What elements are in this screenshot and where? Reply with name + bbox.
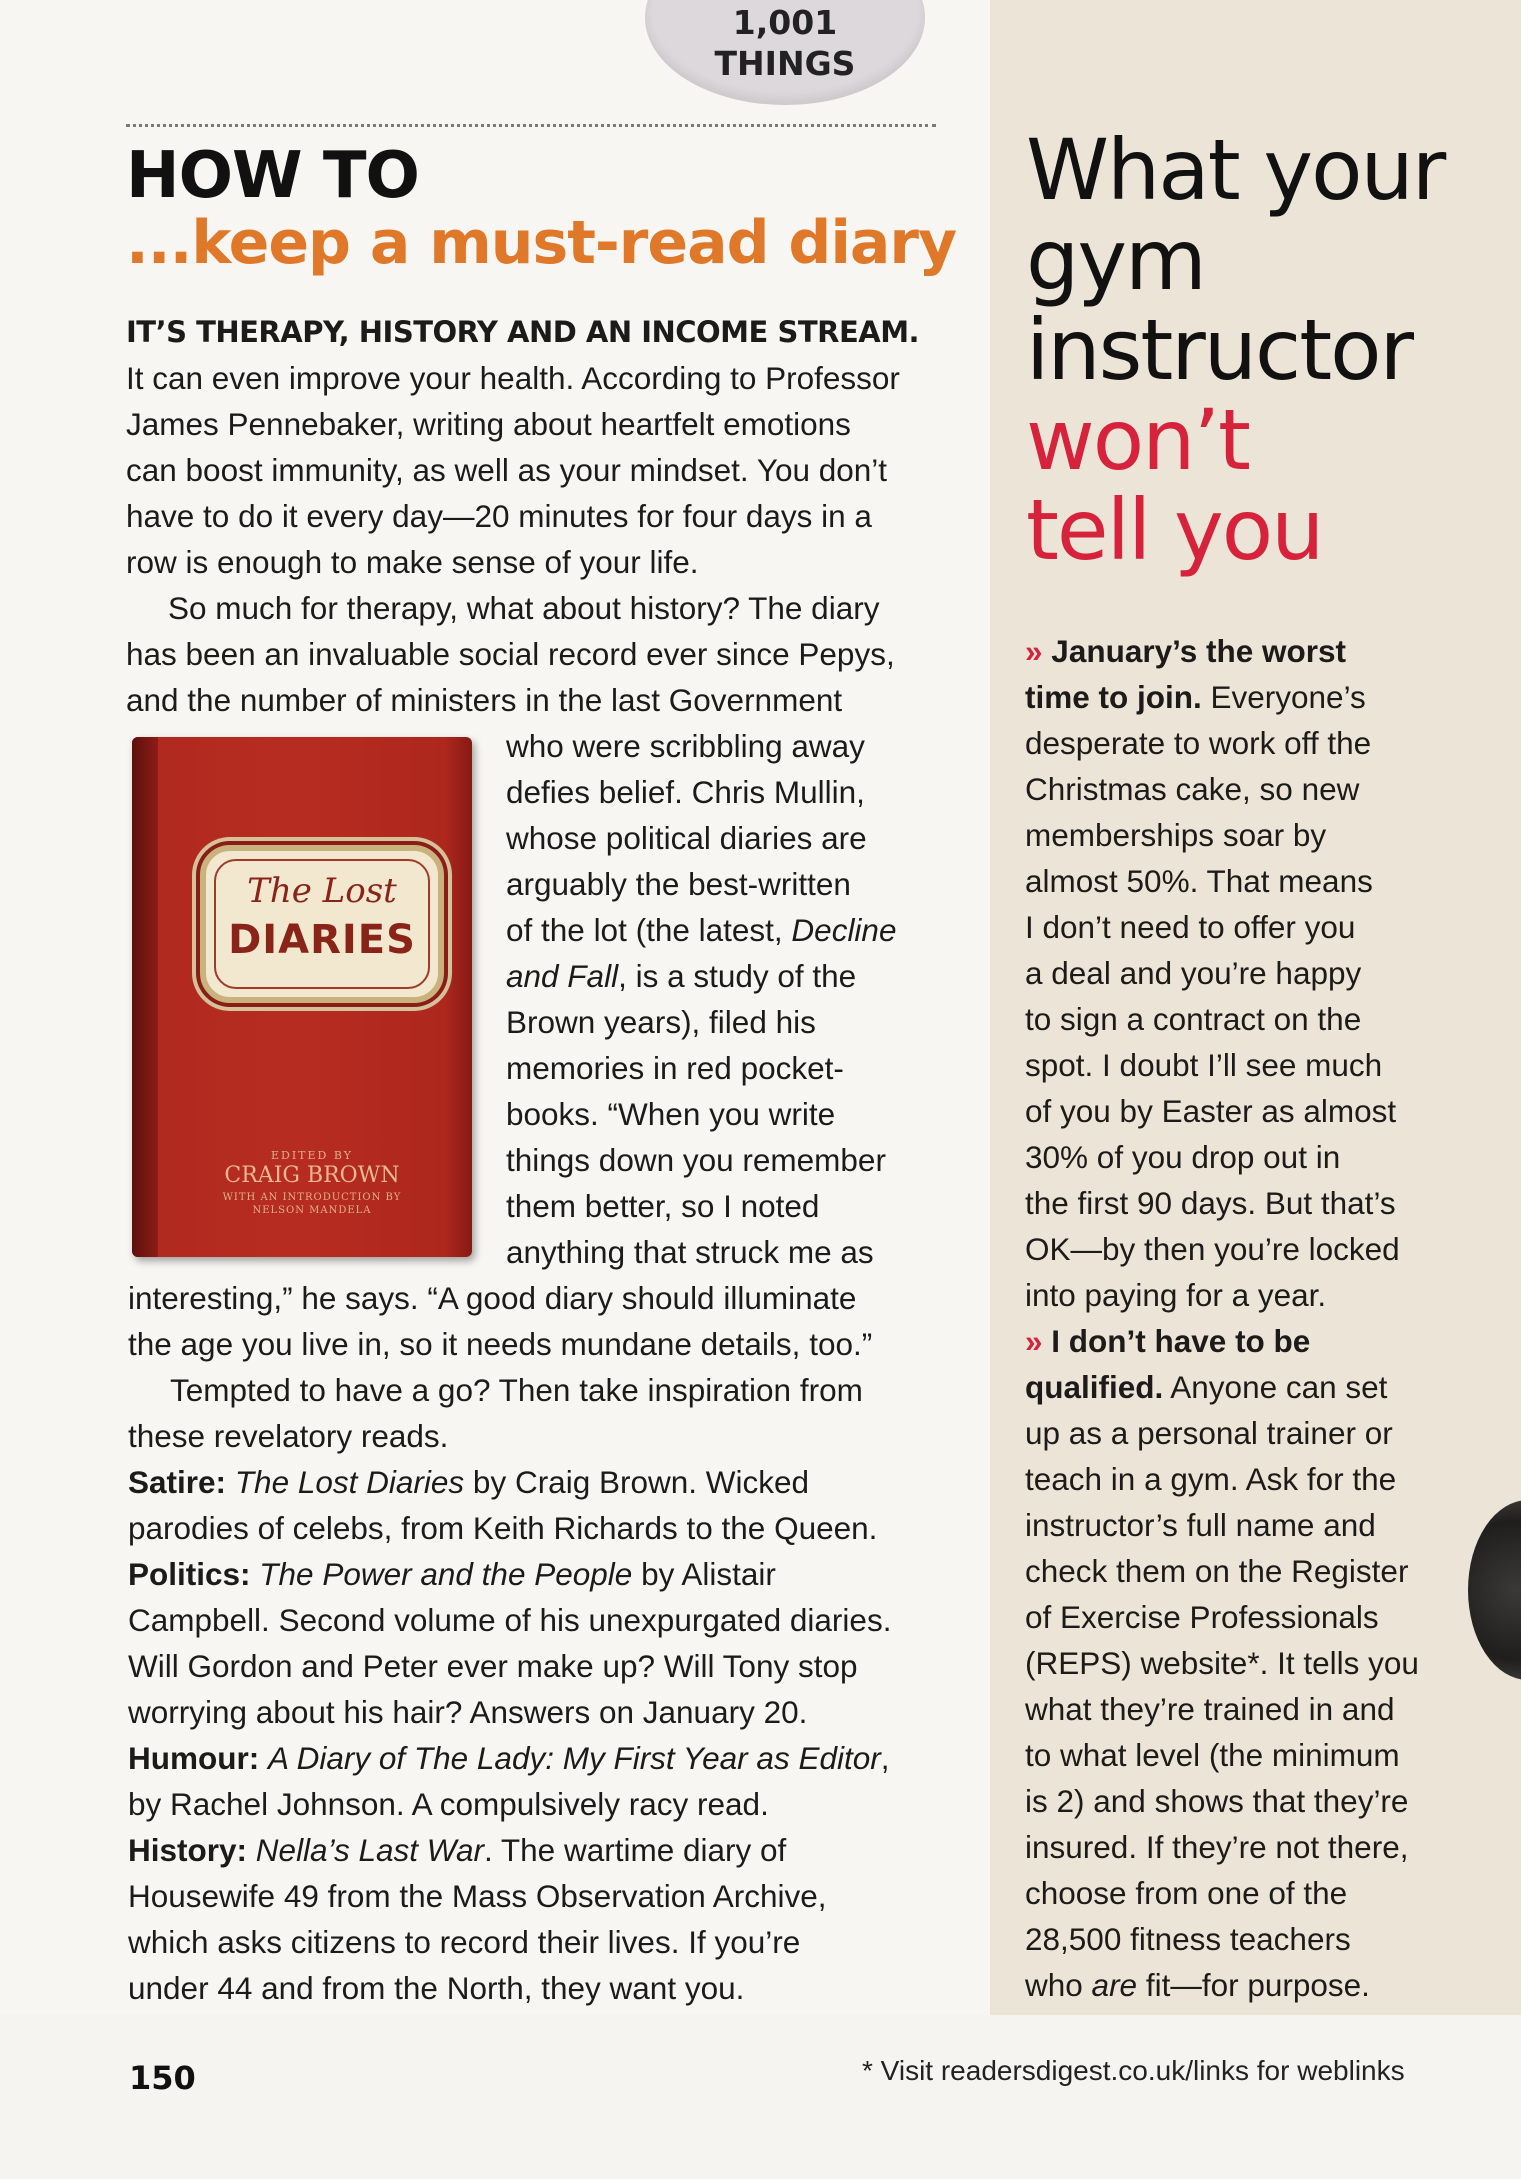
body-line: these revelatory reads. [128, 1418, 449, 1454]
body-line: can boost immunity, as well as your mindset. You don’t [126, 452, 888, 488]
tip-line: up as a personal trainer or [1025, 1415, 1393, 1451]
tip-line: Christmas cake, so new [1025, 771, 1360, 807]
tip-line: spot. I doubt I’ll see much [1025, 1047, 1383, 1083]
tip-line: 30% of you drop out in [1025, 1139, 1341, 1175]
rec-text: by Alistair [632, 1556, 776, 1592]
article-heading: HOW TO [126, 139, 419, 213]
sidebar-title-line: gym [1026, 211, 1205, 309]
body-line: under 44 and from the North, they want you. [128, 1970, 745, 2006]
italic-book-title: and Fall [506, 958, 619, 994]
tip-bold: I don’t have to be [1051, 1323, 1311, 1359]
tip-text: who [1025, 1967, 1092, 2003]
tip-line: 28,500 fitness teachers [1025, 1921, 1351, 1957]
rec-label: History: [128, 1832, 248, 1868]
rec-title: The Lost Diaries [234, 1464, 465, 1500]
wrap-line: memories in red pocket- [506, 1050, 844, 1086]
tip-line: what they’re trained in and [1025, 1691, 1395, 1727]
rec-title: Nella’s Last War [255, 1832, 484, 1868]
wrap-line: defies belief. Chris Mullin, [506, 774, 865, 810]
rec-title: A Diary of The Lady: My First Year as Editor [268, 1740, 881, 1776]
double-arrow-icon: » [1025, 633, 1043, 669]
sidebar-title [1026, 121, 1445, 579]
tip-line: of you by Easter as almost [1025, 1093, 1397, 1129]
tip-line [1025, 1364, 1387, 1410]
wrap-text: of the lot (the latest, [506, 912, 792, 948]
tip-line: of Exercise Professionals [1025, 1599, 1379, 1635]
badge-line-2: THINGS [714, 44, 856, 83]
wrap-line: whose political diaries are [506, 820, 867, 856]
tip-text: Everyone’s [1201, 679, 1366, 715]
tip-line: memberships soar by [1025, 817, 1327, 853]
tip-line: desperate to work off the [1025, 725, 1372, 761]
book-intro-line: WITH AN INTRODUCTION BY [222, 1192, 402, 1203]
wrap-line: books. “When you write [506, 1096, 836, 1132]
rec-label: Satire: [128, 1464, 227, 1500]
wrap-line: them better, so I noted [506, 1188, 820, 1224]
page-number: 150 [129, 2059, 196, 2097]
tip-2-heading [1025, 1318, 1310, 1364]
body-line: has been an invaluable social record ever since Pepys, [126, 636, 895, 672]
recommendation-politics [128, 1551, 776, 1597]
tip-line: (REPS) website*. It tells you [1025, 1645, 1419, 1681]
italic-book-title: Decline [791, 912, 897, 948]
book-label [200, 845, 444, 1003]
tip-line: is 2) and shows that they’re [1025, 1783, 1409, 1819]
tip-line [1025, 674, 1366, 720]
body-line: interesting,” he says. “A good diary should illuminate [128, 1280, 857, 1316]
tip-line: a deal and you’re happy [1025, 955, 1362, 991]
body-line: worrying about his hair? Answers on January 20. [128, 1694, 808, 1730]
body-line: Housewife 49 from the Mass Observation Archive, [128, 1878, 827, 1914]
book-edited-by: EDITED BY [270, 1149, 354, 1162]
wrap-line: Brown years), filed his [506, 1004, 816, 1040]
tip-bold: January’s the worst [1051, 633, 1346, 669]
tip-line: OK—by then you’re locked [1025, 1231, 1400, 1267]
book-cover-image [132, 737, 472, 1257]
rec-label: Humour: [128, 1740, 260, 1776]
sidebar-title-line-red: tell you [1026, 481, 1323, 579]
rec-title: The Power and the People [259, 1556, 633, 1592]
tip-line: almost 50%. That means [1025, 863, 1373, 899]
tip-line: instructor’s full name and [1025, 1507, 1376, 1543]
body-line: It can even improve your health. According to Professor [126, 360, 900, 396]
footnote: * Visit readersdigest.co.uk/links for weblinks [862, 2055, 1405, 2086]
tip-italic: are [1091, 1967, 1138, 2003]
book-title-main: DIARIES [228, 917, 416, 963]
badge-line-1: 1,001 [732, 3, 838, 42]
body-line: the age you live in, so it needs mundane details, too.” [128, 1326, 873, 1362]
recommendation-humour [128, 1735, 890, 1781]
footer-strip [0, 2015, 1521, 2179]
body-line: row is enough to make sense of your life. [126, 544, 699, 580]
body-line: which asks citizens to record their lives. If you’re [128, 1924, 801, 1960]
double-arrow-icon: » [1025, 1323, 1043, 1359]
body-line: Tempted to have a go? Then take inspiration from [170, 1372, 863, 1408]
tip-line: choose from one of the [1025, 1875, 1348, 1911]
body-line: Campbell. Second volume of his unexpurgated diaries. [128, 1602, 892, 1638]
body-line: Will Gordon and Peter ever make up? Will Tony stop [128, 1648, 858, 1684]
sidebar-title-line: What your [1026, 121, 1445, 219]
tip-bold: qualified. [1025, 1369, 1164, 1405]
body-line: and the number of ministers in the last Government [126, 682, 843, 718]
wrap-line: anything that struck me as [506, 1234, 874, 1270]
recommendation-history [128, 1827, 786, 1873]
tip-line: to what level (the minimum [1025, 1737, 1400, 1773]
tip-line: the first 90 days. But that’s [1025, 1185, 1396, 1221]
wrap-line [506, 953, 856, 999]
tip-line: I don’t need to offer you [1025, 909, 1356, 945]
section-badge-label [645, 2, 925, 84]
tip-line: into paying for a year. [1025, 1277, 1327, 1313]
sidebar-title-line-red: won’t [1026, 391, 1249, 489]
recommendation-satire [128, 1459, 809, 1505]
book-spine [132, 737, 158, 1257]
body-line: by Rachel Johnson. A compulsively racy read. [128, 1786, 769, 1822]
rec-label: Politics: [128, 1556, 251, 1592]
tip-1-heading [1025, 628, 1346, 674]
rec-text: by Craig Brown. Wicked [464, 1464, 810, 1500]
tip-bold: time to join. [1025, 679, 1202, 715]
tip-line: check them on the Register [1025, 1553, 1409, 1589]
tip-line: insured. If they’re not there, [1025, 1829, 1409, 1865]
wrap-line: arguably the best-written [506, 866, 851, 902]
article-lead: IT’S THERAPY, HISTORY AND AN INCOME STREAM. [126, 315, 920, 349]
tip-text: fit—for purpose. [1137, 1967, 1370, 2003]
body-line: James Pennebaker, writing about heartfelt emotions [126, 406, 851, 442]
rec-text: , [880, 1740, 890, 1776]
book-author: CRAIG BROWN [224, 1163, 400, 1188]
dotted-divider [126, 124, 936, 127]
rec-text: . The wartime diary of [483, 1832, 787, 1868]
wrap-line: things down you remember [506, 1142, 886, 1178]
body-line: So much for therapy, what about history? The diary [168, 590, 880, 626]
tip-line: to sign a contract on the [1025, 1001, 1362, 1037]
tip-text: Anyone can set [1163, 1369, 1388, 1405]
body-line: have to do it every day—20 minutes for four days in a [126, 498, 872, 534]
tip-line: teach in a gym. Ask for the [1025, 1461, 1397, 1497]
book-intro-line: NELSON MANDELA [252, 1205, 372, 1216]
sidebar-title-line: instructor [1026, 301, 1413, 399]
book-title-script: The Lost [247, 871, 397, 911]
body-line: parodies of celebs, from Keith Richards to the Queen. [128, 1510, 878, 1546]
tip-line [1025, 1962, 1370, 2008]
wrap-text: , is a study of the [618, 958, 857, 994]
article-subheading: ...keep a must-read diary [126, 208, 957, 278]
wrap-line [506, 907, 896, 953]
book-intro [172, 1191, 452, 1217]
wrap-line: who were scribbling away [506, 728, 865, 764]
